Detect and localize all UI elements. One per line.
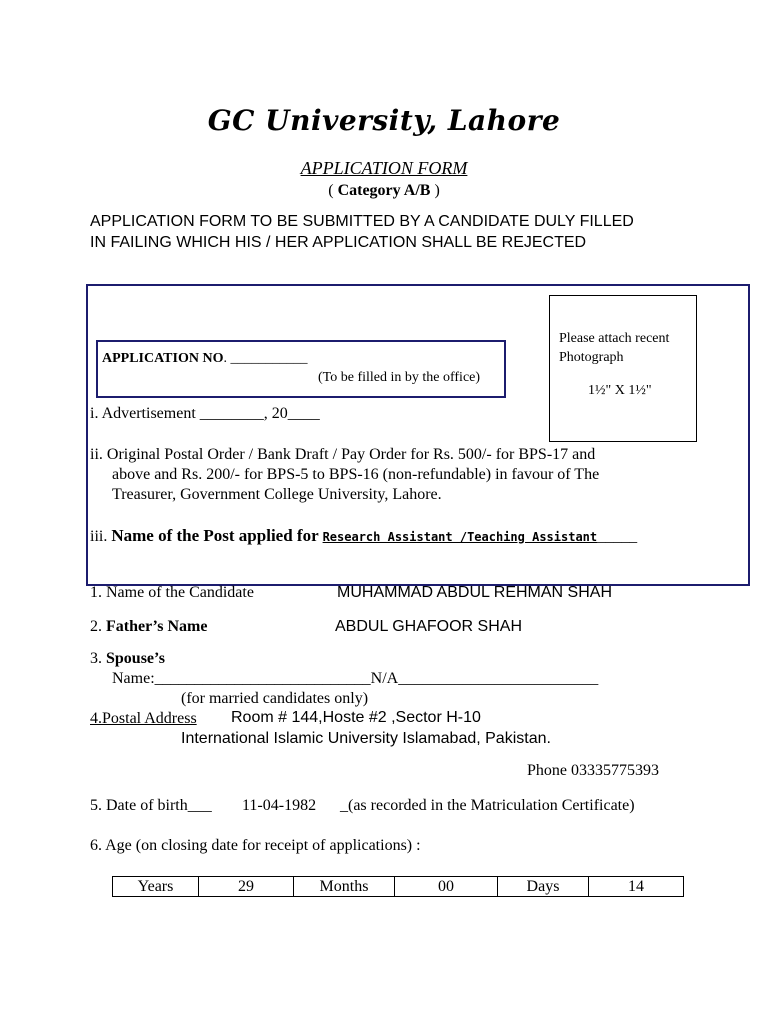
months-value: 00 (395, 877, 498, 897)
father-name-title: Father’s Name (106, 618, 208, 635)
postal-order-text (90, 445, 690, 505)
months-label: Months (294, 877, 395, 897)
application-number-title: APPLICATION NO (102, 351, 224, 366)
spouse-label (90, 650, 165, 668)
application-number-blank: . ___________ (223, 351, 308, 366)
photo-instruction-line2: Photograph (559, 350, 624, 365)
age-label: 6. Age (on closing date for receipt of applications) : (90, 837, 421, 854)
years-label: Years (113, 877, 199, 897)
spouse-title: Spouse’s (106, 650, 165, 667)
category-label: Category A/B (337, 182, 431, 199)
post-applied-value: Research Assistant /Teaching Assistant (322, 530, 598, 544)
instructions: APPLICATION FORM TO BE SUBMITTED BY A CANDIDATE DULY FILLED IN FAILING WHICH HIS / HER APPLICATION SHALL BE REJECTED (90, 213, 634, 251)
photo-instruction-line1: Please attach recent (559, 331, 670, 346)
category-close: ) (430, 182, 440, 199)
post-applied-field (90, 526, 637, 546)
application-number-label (102, 351, 307, 367)
dob-value: 11-04-1982 (242, 797, 317, 814)
post-applied-number: iii. (90, 528, 112, 545)
spouse-name-line: Name:___________________________N/A_________________________ (112, 670, 599, 687)
post-applied-label: Name of the Post applied for (111, 526, 323, 545)
father-name-number: 2. (90, 618, 106, 635)
phone-number: Phone 03335775393 (527, 762, 659, 779)
years-value: 29 (199, 877, 294, 897)
candidate-name-label: 1. Name of the Candidate (90, 584, 254, 601)
postal-order-line2: above and Rs. 200/- for BPS-5 to BPS-16 (non-refundable) in favour of The (112, 466, 600, 483)
application-number-note: (To be filled in by the office) (318, 370, 481, 385)
father-name-label (90, 618, 207, 636)
photo-size: 1½" X 1½" (588, 383, 652, 398)
days-label: Days (498, 877, 589, 897)
postal-address-line2: International Islamic University Islamabad, Pakistan. (181, 730, 551, 747)
application-number-box (96, 340, 506, 398)
father-name-value: ABDUL GHAFOOR SHAH (335, 618, 522, 635)
spouse-number: 3. (90, 650, 106, 667)
age-table (112, 876, 684, 897)
dob-label: 5. Date of birth___ (90, 797, 212, 814)
postal-address-label: 4.Postal Address (90, 710, 197, 727)
candidate-name-value: MUHAMMAD ABDUL REHMAN SHAH (337, 584, 612, 601)
dob-note: _(as recorded in the Matriculation Certificate) (340, 797, 635, 814)
category-open: ( (328, 182, 338, 199)
post-applied-trail: _____ (597, 528, 638, 545)
postal-address-line1: Room # 144,Hoste #2 ,Sector H-10 (231, 709, 481, 726)
category-line (0, 182, 768, 200)
form-title: APPLICATION FORM (300, 158, 468, 178)
university-title: GC University, Lahore (207, 104, 561, 137)
days-value: 14 (589, 877, 684, 897)
advertisement-field: i. Advertisement ________, 20____ (90, 405, 320, 422)
spouse-note: (for married candidates only) (181, 690, 369, 707)
postal-order-line1: ii. Original Postal Order / Bank Draft / Pay Order for Rs. 500/- for BPS-17 and (90, 446, 596, 463)
photograph-box (549, 295, 697, 442)
postal-order-line3: Treasurer, Government College University, Lahore. (112, 486, 442, 503)
age-table-row (113, 877, 684, 897)
